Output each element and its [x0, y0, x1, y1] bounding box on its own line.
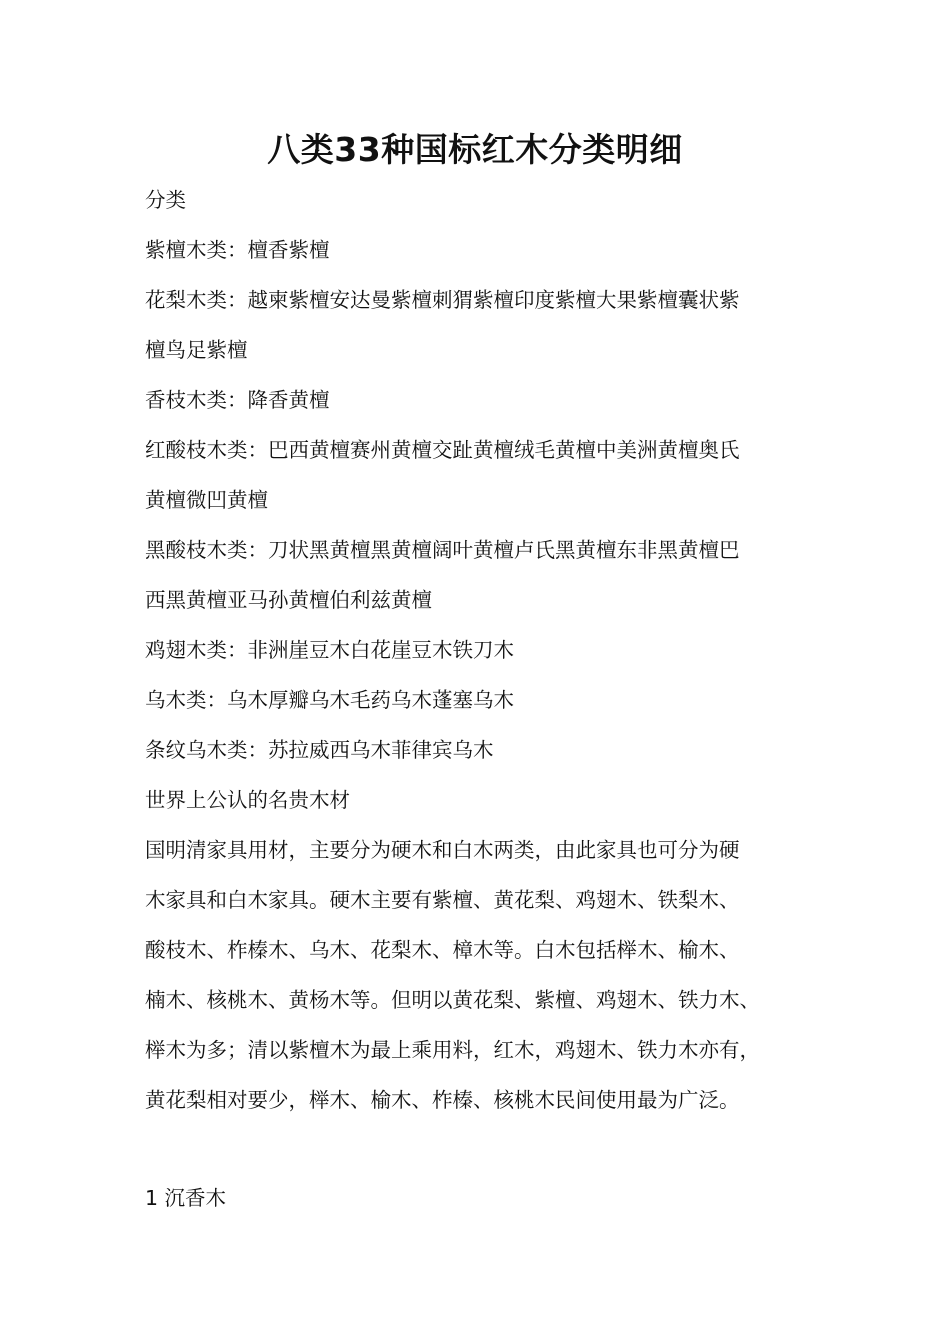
section-heading: 世界上公认的名贵木材 — [145, 788, 350, 812]
paragraph-line: 紫檀木类：檀香紫檀 — [145, 238, 330, 262]
paragraph-line: 木家具和白木家具。硬木主要有紫檀、黄花梨、鸡翅木、铁梨木、 — [145, 888, 740, 912]
paragraph-line: 国明清家具用材，主要分为硬木和白木两类，由此家具也可分为硬 — [145, 838, 740, 862]
paragraph-line: 红酸枝木类：巴西黄檀赛州黄檀交趾黄檀绒毛黄檀中美洲黄檀奥氏 — [145, 438, 740, 462]
paragraph-line: 香枝木类：降香黄檀 — [145, 388, 330, 412]
paragraph-line: 楠木、核桃木、黄杨木等。但明以黄花梨、紫檀、鸡翅木、铁力木、 — [145, 988, 760, 1012]
paragraph-line: 花梨木类：越柬紫檀安达曼紫檀刺猬紫檀印度紫檀大果紫檀囊状紫 — [145, 288, 740, 312]
paragraph-line: 西黑黄檀亚马孙黄檀伯利兹黄檀 — [145, 588, 432, 612]
paragraph-line: 黄花梨相对要少，榉木、榆木、柞榛、核桃木民间使用最为广泛。 — [145, 1088, 740, 1112]
paragraph-line: 榉木为多；清以紫檀木为最上乘用料，红木，鸡翅木、铁力木亦有， — [145, 1038, 760, 1062]
paragraph-line: 黑酸枝木类：刀状黑黄檀黑黄檀阔叶黄檀卢氏黑黄檀东非黑黄檀巴 — [145, 538, 740, 562]
paragraph-line: 酸枝木、柞榛木、乌木、花梨木、樟木等。白木包括榉木、榆木、 — [145, 938, 740, 962]
category-heading: 分类 — [145, 188, 186, 212]
paragraph-line: 乌木类：乌木厚瓣乌木毛药乌木蓬塞乌木 — [145, 688, 514, 712]
document-title: 八类33种国标红木分类明细 — [267, 130, 683, 169]
numbered-heading: 1 沉香木 — [145, 1186, 227, 1210]
paragraph-line: 条纹乌木类：苏拉威西乌木菲律宾乌木 — [145, 738, 494, 762]
paragraph-line: 黄檀微凹黄檀 — [145, 488, 268, 512]
paragraph-line: 檀鸟足紫檀 — [145, 338, 248, 362]
paragraph-line: 鸡翅木类：非洲崖豆木白花崖豆木铁刀木 — [145, 638, 514, 662]
